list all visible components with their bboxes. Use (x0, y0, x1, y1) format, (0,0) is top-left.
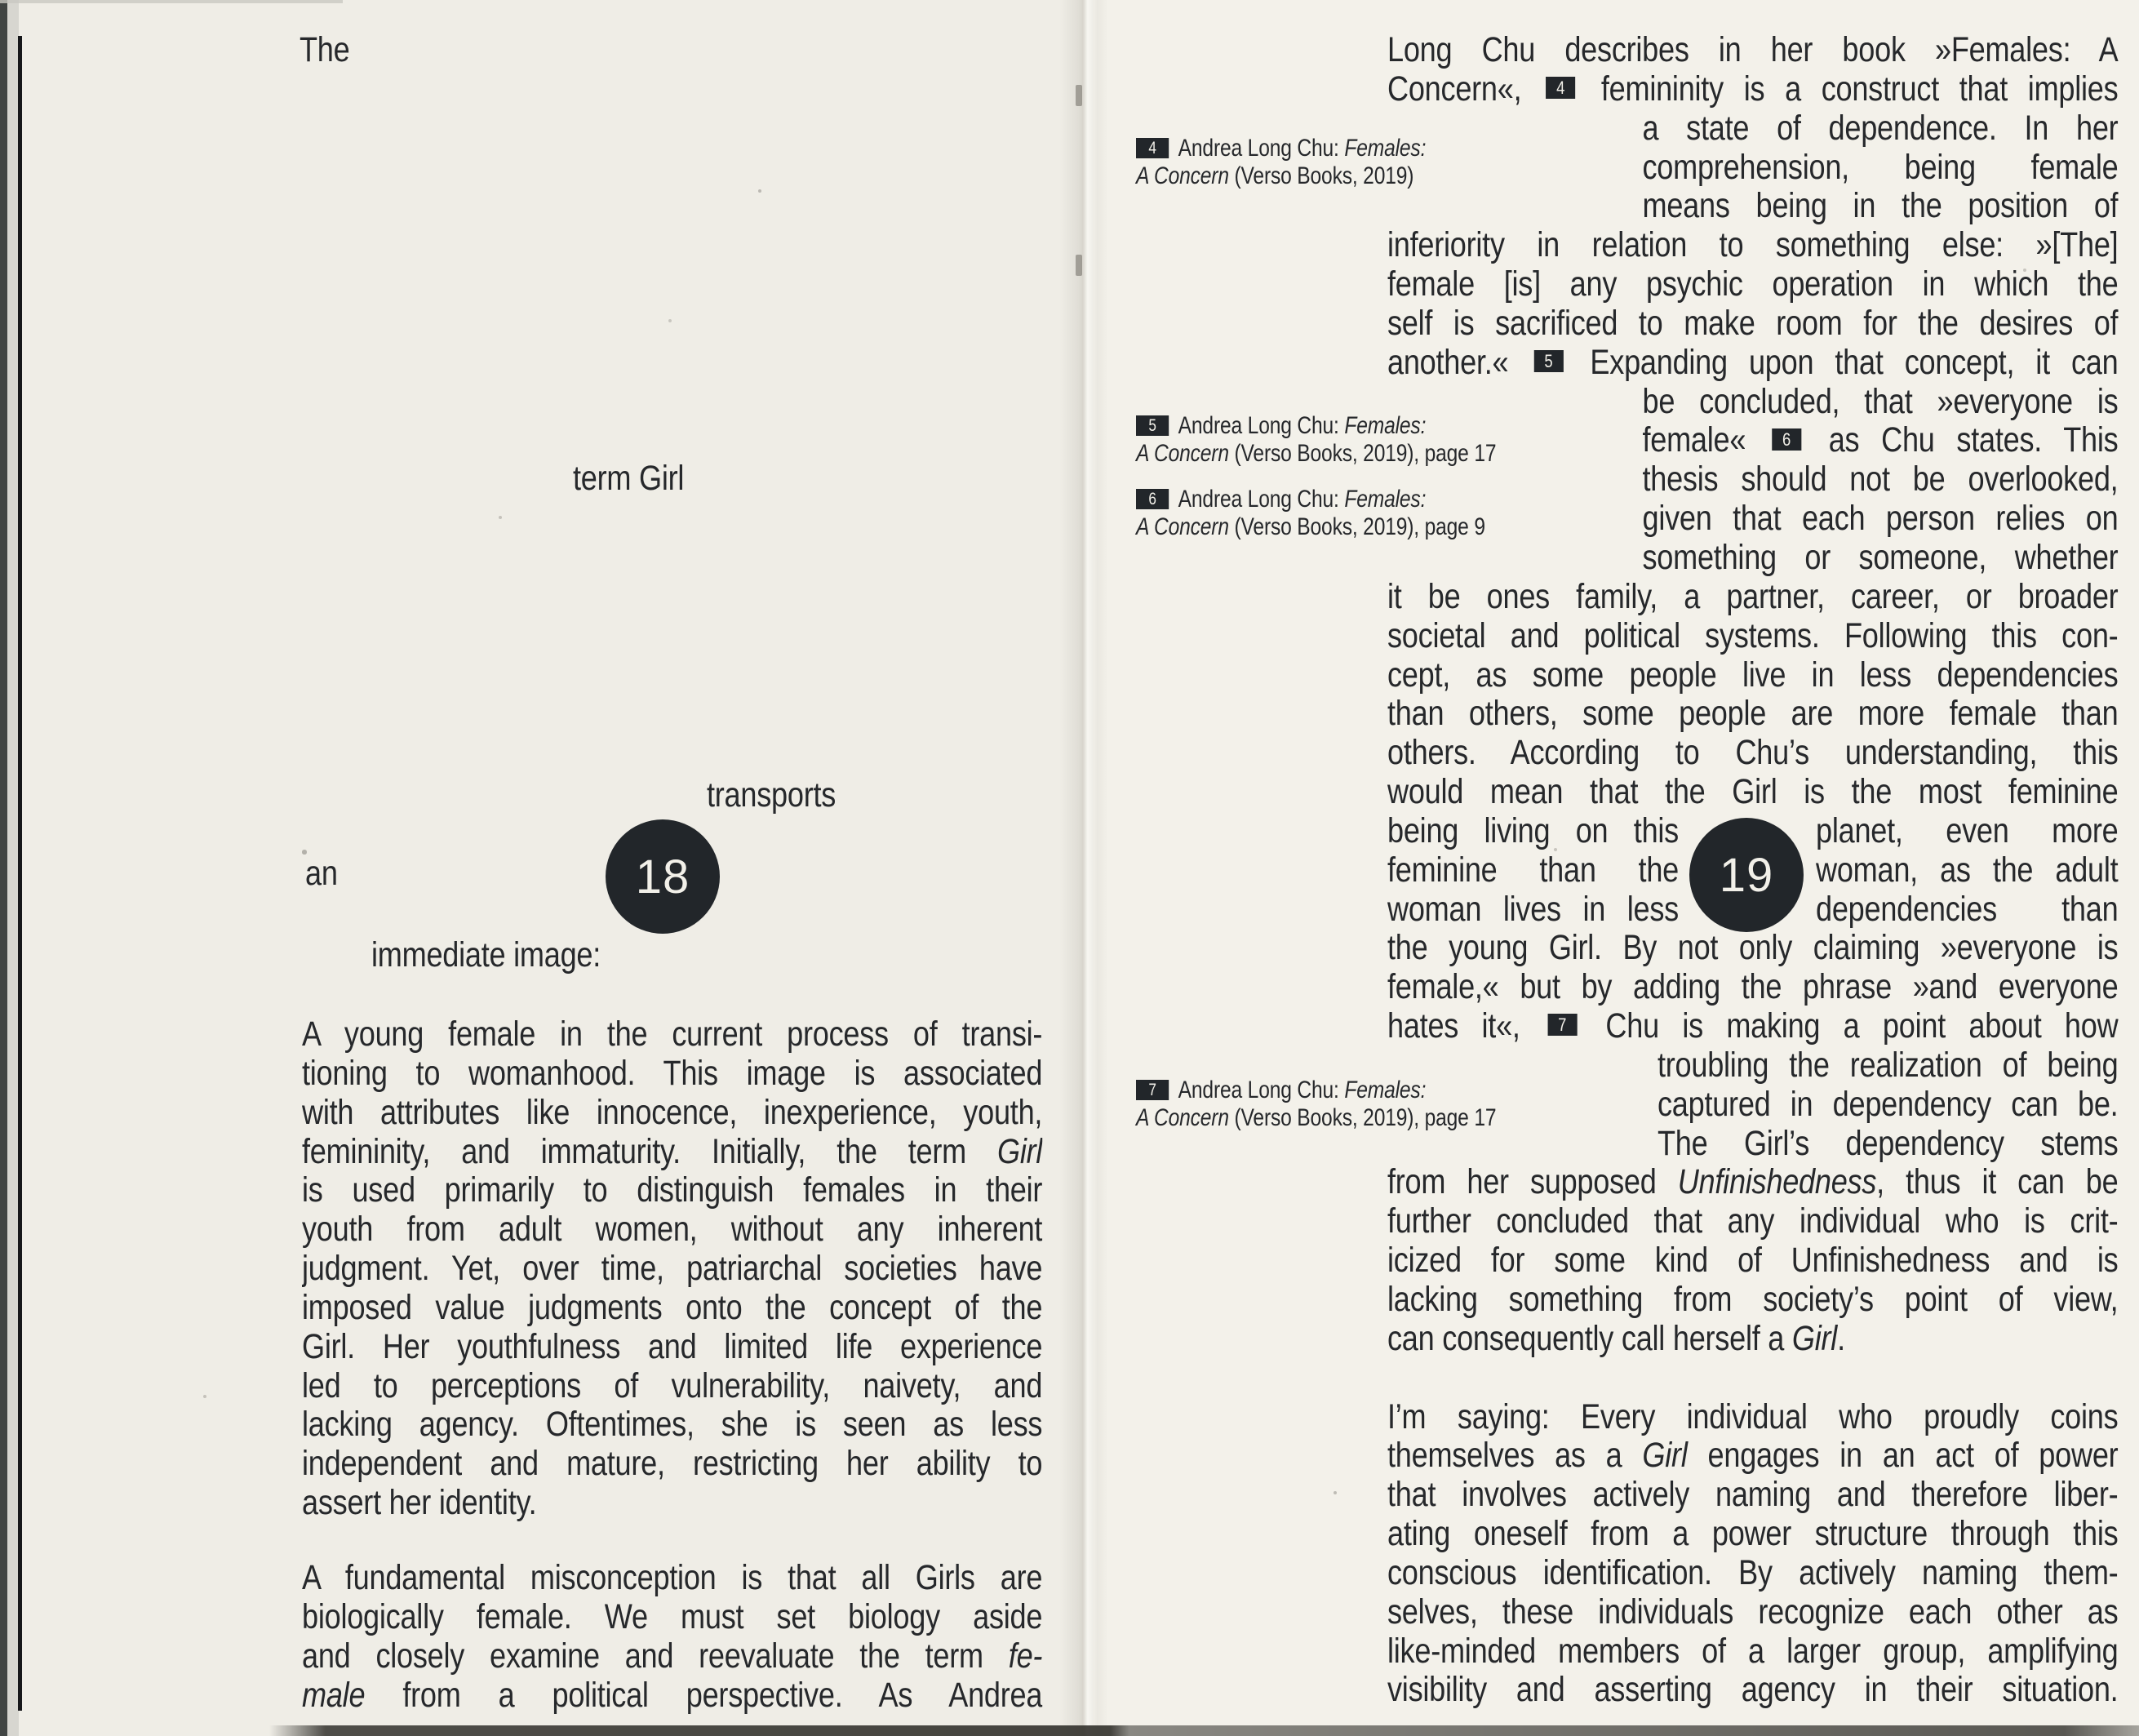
text-line: comprehension, being female (1642, 148, 2119, 187)
text-segment-left: feminine than the (1387, 850, 1679, 890)
text-line: inferiority in relation to something else: »[The] (1387, 226, 2119, 265)
text-segment-left: woman lives in less (1387, 890, 1679, 929)
scattered-word-immediate-image: immediate image: (371, 935, 601, 975)
italic-text: A Concern (1136, 439, 1229, 467)
text-line: femininity, and immaturity. Initially, the term Girl (302, 1132, 1043, 1171)
inline-footnote-marker: 7 (1547, 1014, 1577, 1036)
page-bottom-shadow (269, 1725, 2139, 1736)
footnote-7 (1136, 1077, 1618, 1131)
footnote-line: 4 Andrea Long Chu: Females: (1136, 135, 1618, 162)
italic-text: Girl (1791, 1319, 1838, 1358)
text-line: than others, some people are more female than (1387, 695, 2119, 734)
text-line: led to perceptions of vulnerability, naivety, and (302, 1366, 1043, 1405)
text-line: lacking agency. Oftentimes, she is seen as less (302, 1405, 1043, 1445)
text-line: lacking something from society’s point of view, (1387, 1281, 2119, 1319)
text-line: ating oneself from a power structure through this (1387, 1515, 2119, 1554)
footnote-line: 5 Andrea Long Chu: Females: (1136, 412, 1618, 440)
text-line: A fundamental misconception is that all Girls are (302, 1559, 1043, 1597)
text-line: means being in the position of (1642, 187, 2119, 226)
text-line: others. According to Chu’s understanding, this (1387, 734, 2119, 773)
text-line: and closely examine and reevaluate the term fe- (302, 1636, 1043, 1676)
footnote-line: A Concern (Verso Books, 2019), page 17 (1136, 439, 1497, 467)
text-line: biologically female. We must set biology aside (302, 1597, 1043, 1636)
footnote-4 (1136, 135, 1618, 189)
footnote-number-badge: 7 (1136, 1080, 1169, 1100)
text-line: cept, as some people live in less dependencies (1387, 655, 2119, 695)
right-body-column (1387, 31, 2118, 1710)
text-line: female« 6 as Chu states. This (1642, 421, 2119, 460)
scattered-word-the: The (300, 30, 350, 69)
scan-edge-dark (0, 0, 7, 1736)
scattered-word-an: an (305, 854, 338, 893)
text-line: self is sacrificed to make room for the desires of (1387, 304, 2119, 343)
italic-text: A Concern (1136, 513, 1229, 540)
text-segment-right: woman, as the adult (1816, 850, 2119, 890)
text-line: societal and political systems. Following this con- (1387, 616, 2119, 655)
staple-mark (1076, 85, 1082, 106)
text-line: it be ones family, a partner, career, or broader (1387, 577, 2119, 616)
staple-mark (1076, 255, 1082, 276)
text-line: imposed value judgments onto the concept of the (302, 1288, 1043, 1327)
text-line: that involves actively naming and therefore liber- (1387, 1476, 2119, 1515)
spine-fold (1059, 0, 1108, 1736)
text-line: like-minded members of a larger group, amplifying (1387, 1632, 2119, 1671)
text-line: the young Girl. By not only claiming »everyone is (1387, 929, 2119, 968)
text-line: female [is] any psychic operation in which the (1387, 265, 2119, 304)
italic-text: Females: (1344, 486, 1427, 513)
text-line: independent and mature, restricting her ability to (302, 1445, 1043, 1484)
footnote-number-badge: 6 (1136, 489, 1169, 509)
text-line: themselves as a Girl engages in an act of power (1387, 1436, 2119, 1476)
text-line: would mean that the Girl is the most feminine (1387, 773, 2119, 812)
text-line: thesis should not be overlooked, (1642, 460, 2119, 499)
text-line: selves, these individuals recognize each other as (1387, 1592, 2119, 1632)
italic-text: Females: (1344, 412, 1427, 439)
italic-text: A Concern (1136, 1103, 1229, 1131)
text-line: Concern«, 4 femininity is a construct that implies (1387, 69, 2119, 109)
text-line: youth from adult women, without any inherent (302, 1210, 1043, 1250)
italic-text: A Concern (1136, 162, 1229, 189)
paper-specks (0, 0, 2, 2)
text-line: further concluded that any individual who is crit- (1387, 1202, 2119, 1241)
footnote-6 (1136, 486, 1618, 540)
italic-text: Girl (1642, 1436, 1688, 1476)
scan-edge-light (7, 0, 19, 1736)
text-line: hates it«, 7 Chu is making a point about how (1387, 1007, 2119, 1046)
text-line: with attributes like innocence, inexperience, youth, (302, 1093, 1043, 1132)
text-line: icized for some kind of Unfinishedness and is (1387, 1241, 2119, 1281)
text-line: The Girl’s dependency stems (1657, 1124, 2119, 1163)
text-segment-right: planet, even more (1816, 811, 2119, 850)
footnote-line: A Concern (Verso Books, 2019) (1136, 162, 1414, 189)
inline-footnote-marker: 4 (1546, 77, 1575, 99)
footnote-line: A Concern (Verso Books, 2019), page 17 (1136, 1103, 1497, 1131)
italic-text: fe- (1008, 1636, 1043, 1676)
text-line: male from a political perspective. As Andrea (302, 1676, 1043, 1715)
footnote-line: 7 Andrea Long Chu: Females: (1136, 1077, 1618, 1104)
text-line (1387, 851, 2118, 890)
text-line: be concluded, that »everyone is (1642, 382, 2119, 421)
text-line: conscious identification. By actively naming them- (1387, 1553, 2119, 1592)
scattered-word-transports: transports (707, 775, 837, 815)
text-line: troubling the realization of being (1657, 1046, 2119, 1085)
left-body-paragraph-1 (302, 1015, 1042, 1523)
inline-footnote-marker: 5 (1533, 350, 1563, 372)
text-line: visibility and asserting agency in their situation. (1387, 1671, 2119, 1710)
text-line: is used primarily to distinguish females in their (302, 1171, 1043, 1210)
text-line: can consequently call herself a Girl. (1387, 1319, 1845, 1358)
text-line: assert her identity. (302, 1484, 537, 1523)
page-number-badge-left: 18 (606, 819, 720, 934)
text-line: a state of dependence. In her (1642, 109, 2119, 148)
page-edge-line (18, 36, 22, 1711)
text-line: another.« 5 Expanding upon that concept, it can (1387, 343, 2119, 382)
text-line: Girl. Her youthfulness and limited life experience (302, 1327, 1043, 1366)
text-line: captured in dependency can be. (1657, 1085, 2119, 1124)
footnote-5 (1136, 412, 1618, 467)
footnote-line: 6 Andrea Long Chu: Females: (1136, 486, 1618, 513)
text-line (1387, 812, 2118, 851)
text-line: from her supposed Unfinishedness, thus it can be (1387, 1163, 2119, 1202)
text-line: A young female in the current process of transi- (302, 1015, 1043, 1054)
text-line: tioning to womanhood. This image is associated (302, 1054, 1043, 1093)
italic-text: male (302, 1676, 366, 1715)
italic-text: Females: (1344, 1077, 1427, 1103)
text-line: judgment. Yet, over time, patriarchal societies have (302, 1250, 1043, 1289)
text-line: something or someone, whether (1642, 538, 2119, 577)
italic-text: Unfinishedness (1677, 1163, 1877, 1202)
footnote-number-badge: 4 (1136, 138, 1169, 158)
blank-line (1387, 1359, 2118, 1398)
scan-top-edge (0, 0, 343, 3)
text-line: Long Chu describes in her book »Females: A (1387, 31, 2119, 69)
text-line: given that each person relies on (1642, 499, 2119, 539)
text-line (1387, 890, 2118, 930)
text-line: I’m saying: Every individual who proudly coins (1387, 1397, 2119, 1436)
text-line: female,« but by adding the phrase »and everyone (1387, 968, 2119, 1007)
left-body-paragraph-2 (302, 1559, 1042, 1715)
italic-text: Females: (1344, 135, 1427, 162)
page-number-badge-right: 19 (1689, 818, 1804, 932)
footnote-line: A Concern (Verso Books, 2019), page 9 (1136, 513, 1485, 540)
footnote-number-badge: 5 (1136, 415, 1169, 436)
inline-footnote-marker: 6 (1772, 428, 1801, 451)
text-segment-left: being living on this (1387, 811, 1679, 850)
text-segment-right: dependencies than (1816, 890, 2119, 929)
italic-text: Girl (997, 1132, 1043, 1171)
scattered-word-term-girl: term Girl (573, 459, 685, 498)
